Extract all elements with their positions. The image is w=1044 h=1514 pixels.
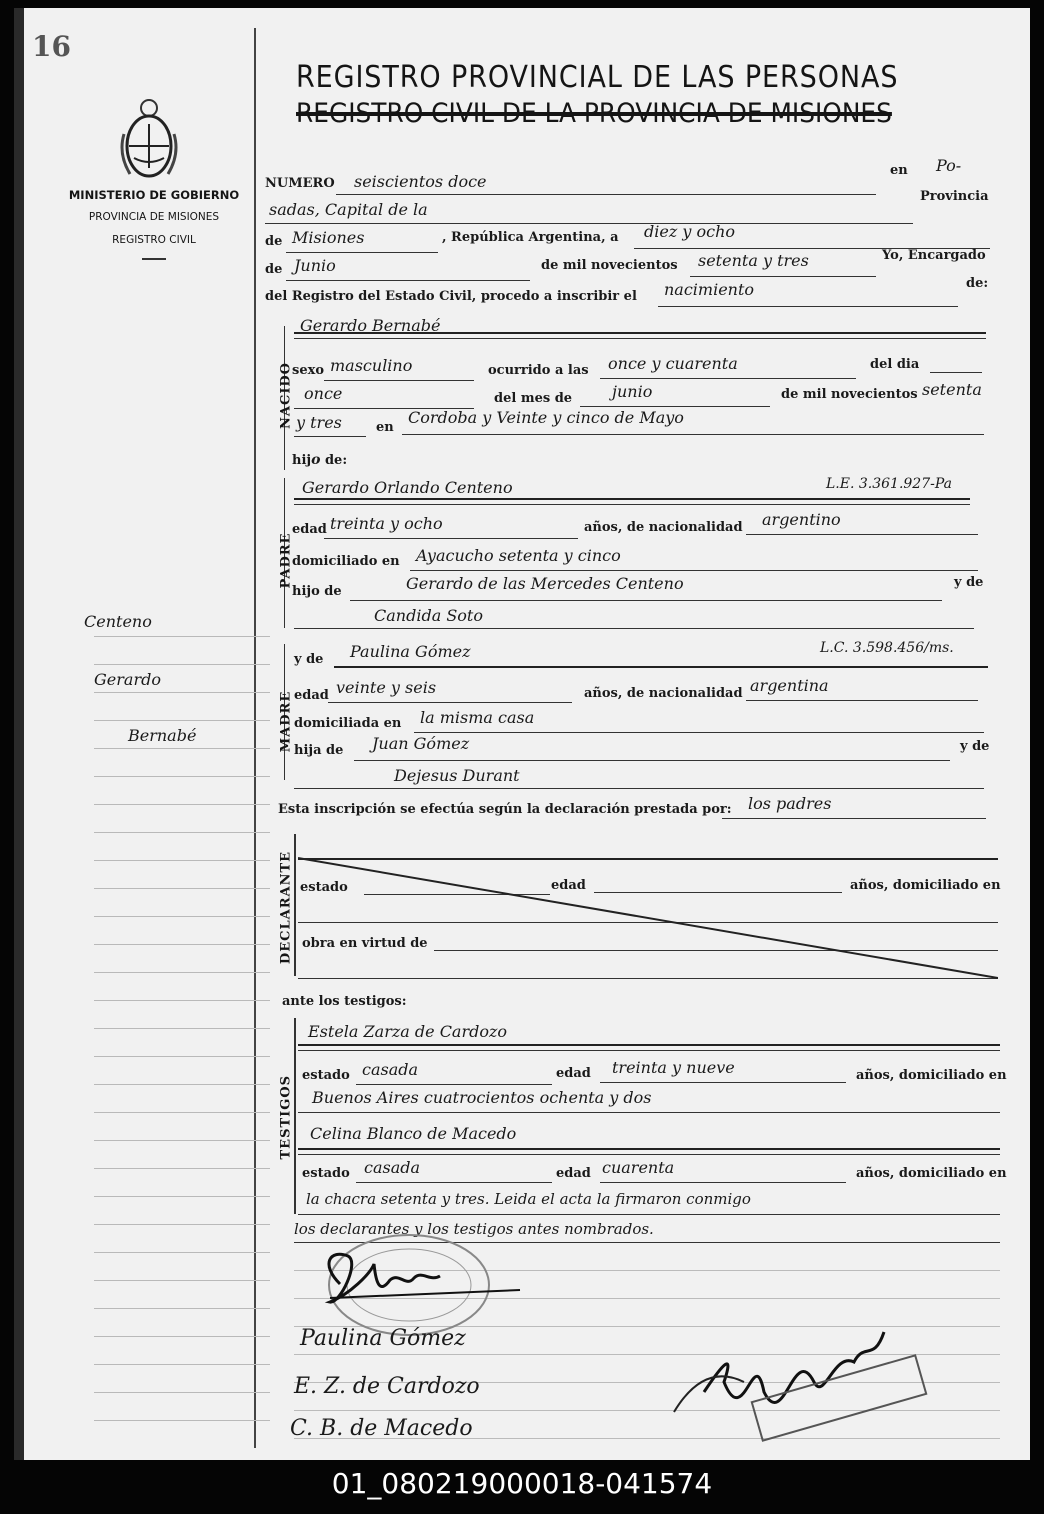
yo-label: Yo, Encargado (882, 248, 986, 263)
padre-padres-b: Candida Soto (374, 606, 483, 625)
nacido-section-label: NACIDO (278, 362, 294, 429)
numero-value: seiscientos doce (354, 172, 487, 191)
margin-column-divider (254, 28, 256, 1448)
padre-edad-label: edad (292, 522, 327, 537)
testigo-2-name: Celina Blanco de Macedo (310, 1124, 517, 1143)
madre-y-de2-label: y de (960, 739, 990, 754)
madre-name: Paulina Gómez (350, 642, 471, 661)
testigo-1-estado-value: casada (362, 1060, 419, 1079)
madre-y-de-label: y de (294, 652, 324, 667)
mil-label: de mil novecientos (541, 258, 678, 273)
testigo-1-name: Estela Zarza de Cardozo (308, 1022, 508, 1041)
madre-hija-label: hija de (294, 743, 344, 758)
hij-suffix: o (311, 452, 321, 468)
padre-domicilio-value: Ayacucho setenta y cinco (416, 546, 621, 565)
madre-section-label: MADRE (278, 690, 294, 753)
testigo-1-edad-label: edad (556, 1066, 591, 1081)
declarante-anios-label: años, domiciliado en (850, 878, 1001, 893)
declarante-obra-label: obra en virtud de (302, 936, 428, 951)
mes-value: junio (612, 382, 653, 401)
padre-hijo-label: hijo de (292, 584, 342, 599)
de2-label: de (265, 262, 283, 277)
testigos-section-label: TESTIGOS (278, 1074, 294, 1160)
testigo-2-edad-value: cuarenta (602, 1158, 675, 1177)
signature-witness-1: E. Z. de Cardozo (294, 1374, 480, 1399)
de3-label: de: (966, 276, 989, 291)
testigo-2-anios-label: años, domiciliado en (856, 1166, 1007, 1181)
padre-padres-a: Gerardo de las Mercedes Centeno (406, 574, 684, 593)
hij-label: hijo de: (292, 452, 348, 468)
madre-domicilio-value: la misma casa (420, 708, 535, 727)
testigo-2-estado-value: casada (364, 1158, 421, 1177)
declarante-cancel-stroke (298, 854, 998, 984)
declaracion-label: Esta inscripción se efectúa según la declaración prestada por: (278, 802, 732, 817)
testigo-2-estado-label: estado (302, 1166, 350, 1181)
madre-nacionalidad-value: argentina (750, 676, 829, 695)
padre-name: Gerardo Orlando Centeno (302, 478, 513, 497)
registry-page (14, 8, 1030, 1460)
madre-doc: L.C. 3.598.456/ms. (820, 640, 954, 656)
page-number: 16 (32, 30, 71, 63)
margin-note-surname: Centeno (84, 612, 152, 631)
del-dia-label: del dia (870, 357, 920, 372)
provincia-label: Provincia (920, 189, 989, 204)
declarante-estado-label: estado (300, 880, 348, 895)
year-value: setenta y tres (698, 251, 809, 270)
declarante-edad-label: edad (551, 878, 586, 893)
province-value: Misiones (292, 228, 365, 247)
sexo-label: sexo (292, 363, 325, 378)
de-label: de (265, 234, 283, 249)
padre-domicilio-label: domiciliado en (292, 554, 400, 569)
signature-witness-2: C. B. de Macedo (290, 1416, 473, 1441)
ministry-line-1: MINISTERIO DE GOBIERNO (68, 188, 240, 202)
sexo-value: masculino (330, 356, 413, 375)
madre-edad-value: veinte y seis (336, 678, 437, 697)
anio-value-b: y tres (296, 413, 342, 432)
madre-anios-label: años, de nacionalidad (584, 686, 743, 701)
testigo-2-domicilio: la chacra setenta y tres. Leida el acta la firmaron conmigo (306, 1190, 751, 1208)
testigo-1-edad-value: treinta y nueve (612, 1058, 735, 1077)
city-value-a: Po- (936, 156, 962, 175)
page-title: REGISTRO PROVINCIAL DE LAS PERSONAS (296, 60, 899, 95)
testigo-1-estado-label: estado (302, 1068, 350, 1083)
signature-mother: Paulina Gómez (300, 1326, 466, 1351)
city-value-b: sadas, Capital de la (269, 200, 428, 219)
madre-domicilio-label: domiciliada en (294, 716, 402, 731)
registrar-signature (310, 1244, 530, 1314)
padre-edad-value: treinta y ocho (330, 514, 443, 533)
ministry-divider (142, 258, 166, 260)
ministry-line-2: PROVINCIA DE MISIONES (88, 211, 220, 223)
nacido-mil-label: de mil novecientos (781, 387, 918, 402)
testigo-1-anios-label: años, domiciliado en (856, 1068, 1007, 1083)
act-value: nacimiento (664, 280, 755, 299)
madre-edad-label: edad (294, 688, 329, 703)
padre-nacionalidad-value: argentino (762, 510, 841, 529)
testigo-2-edad-label: edad (556, 1166, 591, 1181)
padre-section-label: PADRE (278, 532, 294, 589)
lugar-value: Cordoba y Veinte y cinco de Mayo (408, 408, 684, 427)
madre-padres-a: Juan Gómez (372, 734, 470, 753)
coat-of-arms-icon (116, 94, 182, 186)
nacido-name: Gerardo Bernabé (300, 316, 441, 335)
declarante-section-label: DECLARANTE (278, 850, 294, 965)
registro-label: del Registro del Estado Civil, procedo a inscribir el (265, 289, 637, 304)
struck-title: REGISTRO CIVIL DE LA PROVINCIA DE MISIONES (296, 98, 892, 129)
madre-padres-b: Dejesus Durant (394, 766, 520, 785)
padre-doc: L.E. 3.361.927-Pa (826, 476, 952, 492)
anio-value-a: setenta (922, 380, 982, 399)
day-value: diez y ocho (644, 222, 735, 241)
margin-note-first-name: Gerardo (94, 670, 161, 689)
numero-label: NUMERO (265, 176, 335, 191)
closing-text: los declarantes y los testigos antes nombrados. (294, 1220, 654, 1238)
republica-label: , República Argentina, a (442, 230, 619, 245)
declaracion-value: los padres (748, 794, 832, 813)
archive-code: 01_080219000018-041574 (331, 1467, 713, 1500)
padre-y-de-label: y de (954, 575, 984, 590)
dia-value: once (304, 384, 343, 403)
padre-anios-label: años, de nacionalidad (584, 520, 743, 535)
month-value: Junio (294, 256, 336, 275)
testigo-1-domicilio: Buenos Aires cuatrocientos ochenta y dos (312, 1088, 652, 1107)
hora-value: once y cuarenta (608, 354, 738, 373)
registrar-stamp-signature (664, 1322, 934, 1452)
mes-label: del mes de (494, 391, 573, 406)
lugar-en-label: en (376, 420, 394, 435)
ante-testigos-label: ante los testigos: (282, 994, 407, 1009)
ministry-line-3: REGISTRO CIVIL (112, 234, 196, 246)
en-label: en (890, 163, 908, 178)
margin-note-second-name: Bernabé (128, 726, 197, 745)
ocurrido-label: ocurrido a las (488, 363, 589, 378)
